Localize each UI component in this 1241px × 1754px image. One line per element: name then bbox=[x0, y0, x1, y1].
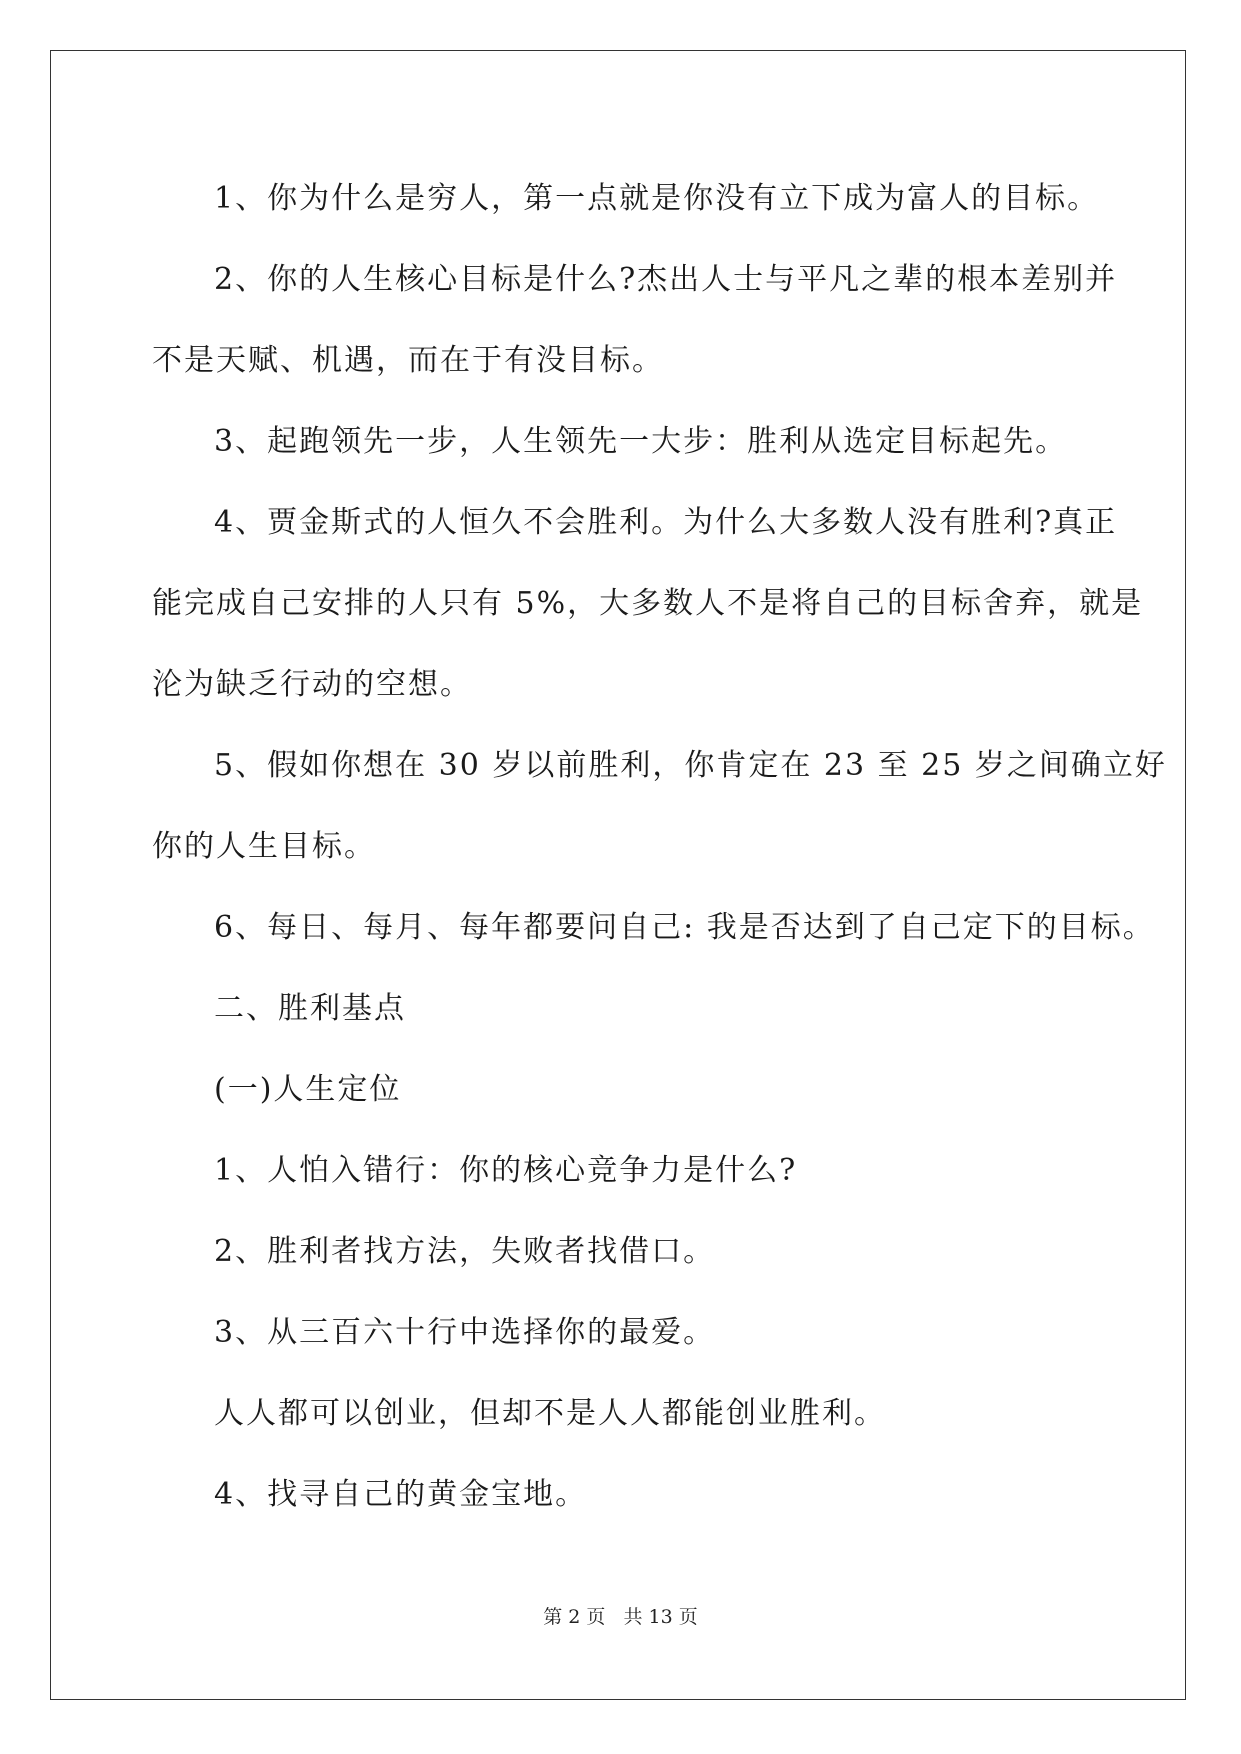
text-line: 1、人怕入错行：你的核心竞争力是什么? bbox=[214, 1153, 798, 1188]
text-line: 沦为缺乏行动的空想。 bbox=[152, 667, 472, 702]
paragraph-10 bbox=[152, 1373, 1092, 1454]
text-line: 6、每日、每月、每年都要问自己: 我是否达到了自己定下的目标。 bbox=[214, 910, 1155, 945]
heading-text: 二、胜利基点 bbox=[214, 991, 406, 1026]
text-line: 人人都可以创业，但却不是人人都能创业胜利。 bbox=[214, 1396, 886, 1431]
text-line: 3、起跑领先一步，人生领先一大步：胜利从选定目标起先。 bbox=[214, 424, 1068, 459]
total-pages: 共 13 页 bbox=[623, 1606, 698, 1628]
heading-text: (一)人生定位 bbox=[214, 1072, 402, 1107]
text-line: 2、你的人生核心目标是什么?杰出人士与平凡之辈的根本差别并 bbox=[214, 262, 1118, 297]
paragraph-11 bbox=[152, 1454, 1092, 1535]
text-line: 3、从三百六十行中选择你的最爱。 bbox=[214, 1315, 716, 1350]
paragraph-3 bbox=[152, 401, 1092, 482]
paragraph-2 bbox=[152, 239, 1118, 401]
document-body bbox=[152, 158, 1167, 1535]
paragraph-6 bbox=[152, 887, 1155, 968]
paragraph-5 bbox=[152, 725, 1167, 887]
subsection-heading bbox=[152, 1049, 1092, 1130]
page-number: 第 2 页 bbox=[543, 1606, 606, 1628]
paragraph-9 bbox=[152, 1292, 1092, 1373]
text-line: 1、你为什么是穷人，第一点就是你没有立下成为富人的目标。 bbox=[214, 181, 1100, 216]
text-line: 5、假如你想在 30 岁以前胜利，你肯定在 23 至 25 岁之间确立好 bbox=[214, 748, 1167, 783]
text-line: 不是天赋、机遇，而在于有没目标。 bbox=[152, 343, 664, 378]
text-line: 4、找寻自己的黄金宝地。 bbox=[214, 1477, 588, 1512]
text-line: 4、贾金斯式的人恒久不会胜利。为什么大多数人没有胜利?真正 bbox=[214, 505, 1118, 540]
text-line: 2、胜利者找方法，失败者找借口。 bbox=[214, 1234, 716, 1269]
text-line: 能完成自己安排的人只有 5%，大多数人不是将自己的目标舍弃，就是 bbox=[152, 586, 1144, 621]
page-footer bbox=[0, 1602, 1241, 1629]
paragraph-8 bbox=[152, 1211, 1092, 1292]
section-heading bbox=[152, 968, 1092, 1049]
paragraph-1 bbox=[152, 158, 1100, 239]
paragraph-7 bbox=[152, 1130, 1092, 1211]
paragraph-4 bbox=[152, 482, 1144, 725]
text-line: 你的人生目标。 bbox=[152, 829, 376, 864]
